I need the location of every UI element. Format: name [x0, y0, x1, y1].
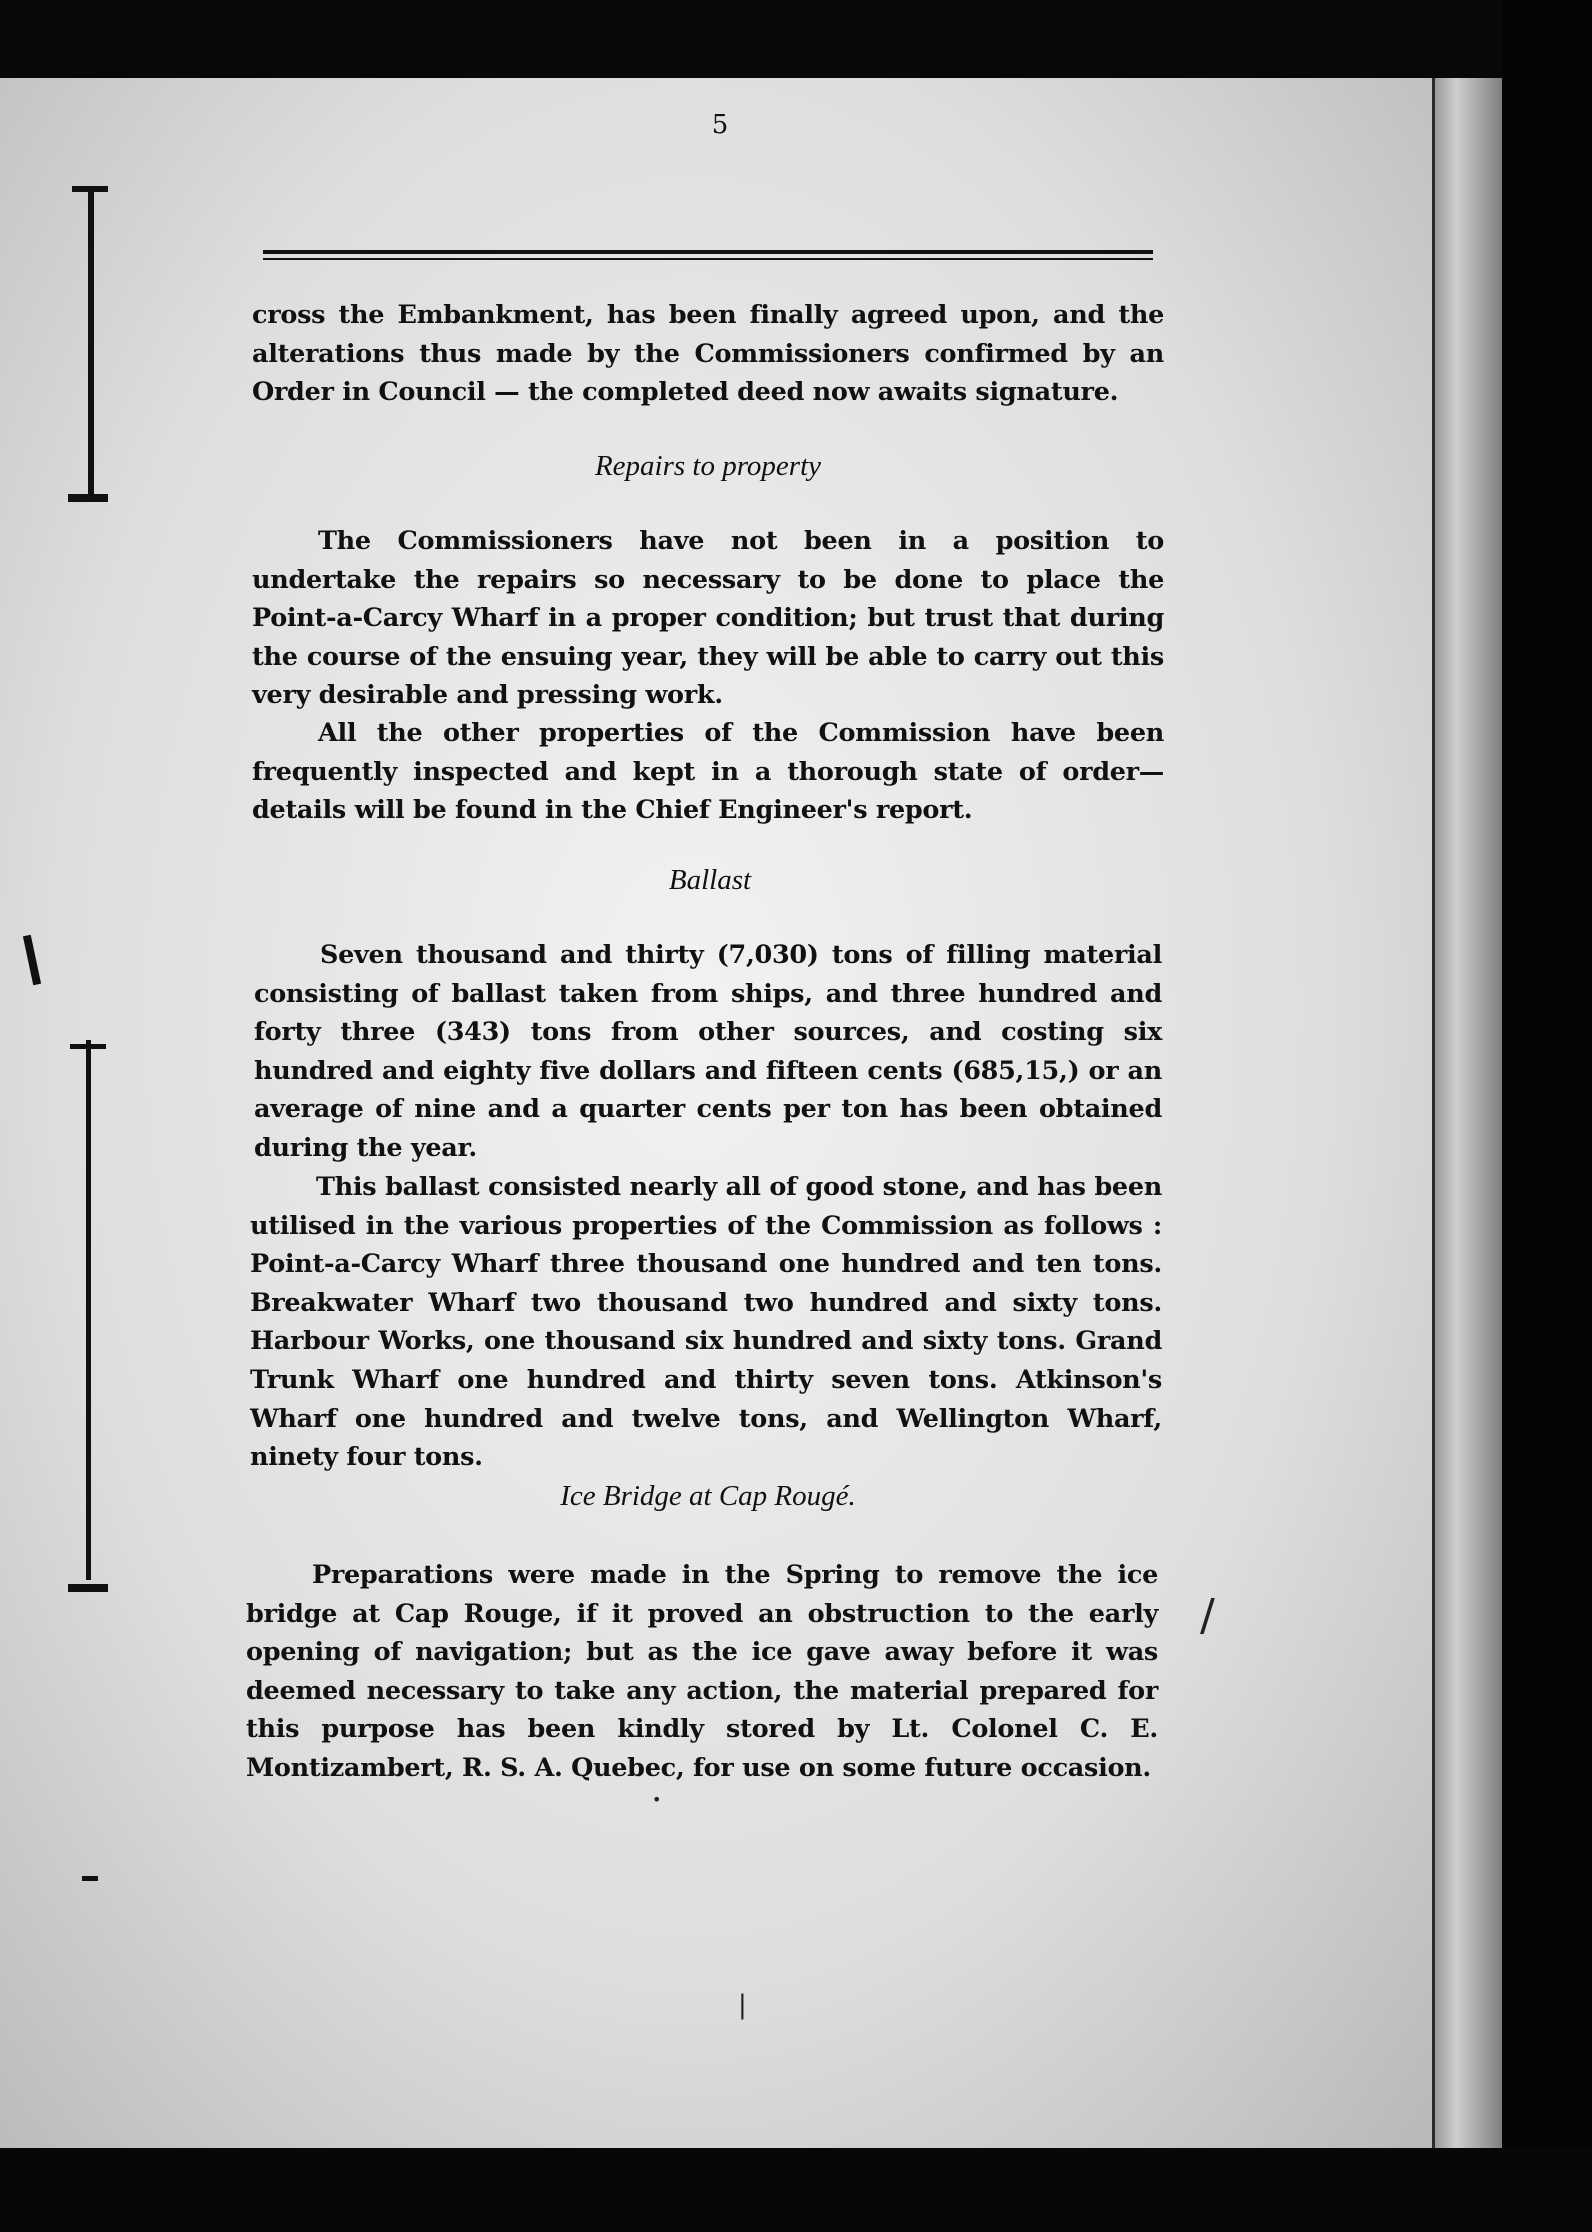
margin-tick	[82, 1876, 98, 1881]
paragraph-repairs: The Commissioners have not been in a position to undertake the repairs so necessary to be done to place the Point-a-Carcy Wharf in a proper condition; but trust that during the course of the ensuing year, they will be able to carry out this very desirable and pressing work.	[252, 526, 1164, 711]
margin-bar-top-cap	[72, 186, 108, 192]
header-rule-thick	[263, 250, 1153, 254]
speck: •	[652, 1790, 662, 1809]
paragraph-ice-bridge: Preparations were made in the Spring to remove the ice bridge at Cap Rouge, if it proved an obstruction to the early opening of navigation; but as the ice gave away before it was deemed necessary to take any action, the material prepared for this purpose has been kindly stored by Lt. Colonel C. E. Montizambert, R. S. A. Quebec, for use on some future occasion.	[246, 1560, 1158, 1783]
speck: |	[738, 1990, 747, 2020]
margin-bar-middle-foot	[68, 1584, 108, 1592]
margin-bar-top	[88, 190, 94, 500]
page-edge-strip	[1432, 78, 1505, 2148]
paragraph-embankment: cross the Embankment, has been finally agreed upon, and the alterations thus made by the Commissioners confirmed by an Order in Council — the completed deed now awaits signature.	[252, 300, 1164, 408]
paragraph-ballast-usage: This ballast consisted nearly all of good stone, and has been utilised in the various properties of the Commission as follows : Point-a-Carcy Wharf three thousand one hundred and ten tons. Breakwater Wharf two thousand two hundred and sixty tons. Harbour Works, one thousand six hundred and sixty tons. Grand Trunk Wharf one hundred and thirty seven tons. Atkinson's Wharf one hundred and twelve tons, and Wellington Wharf, ninety four tons.	[250, 1172, 1162, 1473]
scan-right-border	[1502, 0, 1592, 2232]
scan-bottom-border	[0, 2148, 1592, 2232]
heading-ballast: Ballast	[668, 864, 752, 896]
margin-bar-top-foot	[68, 494, 108, 502]
paragraph-ballast: Seven thousand and thirty (7,030) tons of filling material consisting of ballast taken from ships, and three hundred and forty three (343) tons from other sources, and costing six hundred and eighty five dollars and fifteen cents (685,15,) or an average of nine and a quarter cents per ton has been obtained during the year.	[254, 940, 1162, 1163]
heading-repairs: Repairs to property	[594, 450, 822, 482]
page-number: 5	[711, 110, 729, 140]
paragraph-properties: All the other properties of the Commission have been frequently inspected and kept in a thorough state of order—details will be found in the Chief Engineer's report.	[252, 718, 1164, 826]
pencil-mark: /	[1200, 1590, 1215, 1641]
scan-top-border	[0, 0, 1592, 78]
margin-bar-middle	[86, 1040, 91, 1580]
margin-bar-middle-cap	[70, 1044, 106, 1049]
heading-ice-bridge: Ice Bridge at Cap Rougé.	[560, 1480, 856, 1512]
header-rule-thin	[263, 258, 1153, 260]
